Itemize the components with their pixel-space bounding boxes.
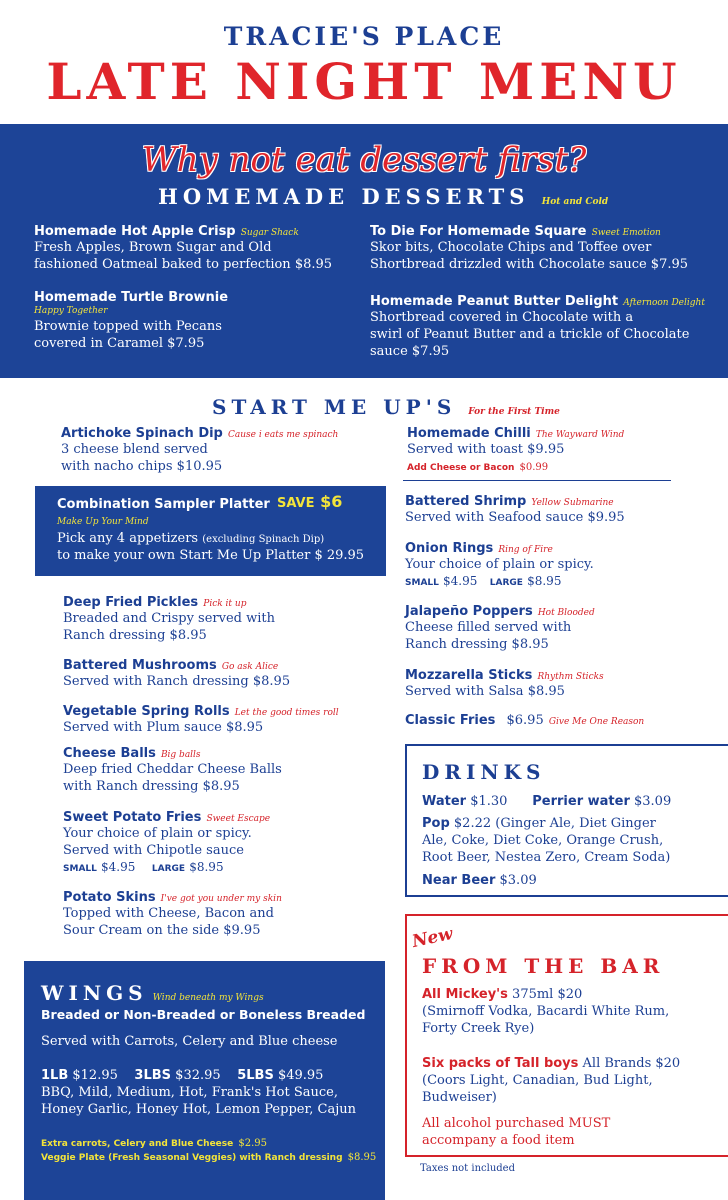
starter-tag: Give Me One Reason xyxy=(548,717,645,727)
starter-name: Homemade Chilli xyxy=(407,426,531,441)
starter-tag: The Wayward Wind xyxy=(535,430,625,440)
wings-extra2 xyxy=(41,1145,376,1164)
starter-name: Classic Fries xyxy=(405,713,496,728)
addon-label: Add Cheese or Bacon xyxy=(407,463,515,473)
dessert-desc-line1: Shortbread covered in Chocolate with a xyxy=(370,310,634,325)
starter-desc-line1: Your choice of plain or spicy. xyxy=(405,557,594,572)
bar-heading: FROM THE BAR xyxy=(422,954,665,978)
menu-title: LATE NIGHT MENU xyxy=(46,52,682,111)
starter-name: Battered Shrimp xyxy=(405,494,527,509)
save-amount: $6 xyxy=(320,492,343,511)
sampler-desc-line2: to make your own Start Me Up Platter $ 29.95 xyxy=(57,548,365,563)
starter-item-sweet-potato-fries xyxy=(63,806,270,878)
starter-desc-line1: Served with Plum sauce $8.95 xyxy=(63,720,264,735)
dessert-desc-line1: Skor bits, Chocolate Chips and Toffee over xyxy=(370,240,652,255)
wings-size3-price: $49.95 xyxy=(277,1068,324,1083)
starter-desc-line2: Ranch dressing $8.95 xyxy=(63,628,207,643)
wings-flavors-line1: BBQ, Mild, Medium, Hot, Frank's Hot Sauce, xyxy=(41,1085,338,1100)
dessert-name: To Die For Homemade Square xyxy=(370,224,587,239)
size-large-label: LARGE xyxy=(151,864,186,874)
dessert-tag: Afternoon Delight xyxy=(623,298,705,308)
dessert-item-turtle-brownie xyxy=(34,290,228,352)
starter-price: $6.95 xyxy=(506,713,544,728)
starter-item-chilli xyxy=(407,422,624,475)
starter-desc-line1: Deep fried Cheddar Cheese Balls xyxy=(63,762,282,777)
size-small-label: SMALL xyxy=(63,864,97,874)
starter-addon xyxy=(407,458,624,475)
beer-price: $3.09 xyxy=(499,873,537,888)
extra1-label: Extra carrots, Celery and Blue Cheese xyxy=(41,1139,234,1149)
wings-flavors-line2: Honey Garlic, Honey Hot, Lemon Pepper, Cajun xyxy=(41,1102,356,1117)
starter-item-fried-pickles xyxy=(63,591,275,644)
extra2-label: Veggie Plate (Fresh Seasonal Veggies) with Ranch dressing xyxy=(41,1153,343,1163)
wings-size1-price: $12.95 xyxy=(72,1068,118,1083)
starter-desc-line2: Served with Chipotle sauce xyxy=(63,843,244,858)
wings-heading-text: WINGS xyxy=(41,981,148,1005)
beer-label: Near Beer xyxy=(422,873,496,888)
mickeys-desc3: Forty Creek Rye) xyxy=(422,1021,535,1036)
wings-size2-price: $32.95 xyxy=(175,1068,221,1083)
starter-desc-line2: Sour Cream on the side $9.95 xyxy=(63,923,261,938)
starter-item-jalapeno-poppers xyxy=(405,600,595,653)
starter-desc-line2: with Ranch dressing $8.95 xyxy=(63,779,240,794)
chilli-divider xyxy=(403,480,671,481)
starter-name: Jalapeño Poppers xyxy=(405,604,533,619)
dessert-desc-line3: sauce $7.95 xyxy=(370,344,450,359)
wings-sizes xyxy=(41,1067,323,1084)
starter-tag: Go ask Alice xyxy=(221,662,279,672)
dessert-desc-line1: Brownie topped with Pecans xyxy=(34,319,222,334)
starter-desc-line1: Topped with Cheese, Bacon and xyxy=(63,906,274,921)
bar-tallboys xyxy=(422,1055,680,1106)
starter-desc-line1: Breaded and Crispy served with xyxy=(63,611,275,626)
starter-item-battered-shrimp xyxy=(405,490,625,526)
starter-name: Sweet Potato Fries xyxy=(63,810,202,825)
drinks-pop xyxy=(422,815,670,866)
pop-line1: $2.22 (Ginger Ale, Diet Ginger xyxy=(453,816,656,831)
starter-sizes xyxy=(405,573,594,592)
pop-line2: Ale, Coke, Diet Coke, Orange Crush, xyxy=(422,833,664,848)
starter-tag: Hot Blooded xyxy=(537,608,595,618)
wings-size3-label: 5LBS xyxy=(237,1068,274,1083)
restaurant-name: TRACIE'S PLACE xyxy=(223,22,505,51)
dessert-item-peanut-butter-delight xyxy=(370,290,705,360)
drinks-heading: DRINKS xyxy=(422,760,546,784)
wings-size2-label: 3LBS xyxy=(134,1068,172,1083)
starter-desc-line1: Served with Salsa $8.95 xyxy=(405,684,565,699)
starter-tag: Ring of Fire xyxy=(498,545,553,555)
desserts-tagline: Why not eat dessert first? xyxy=(141,140,587,180)
starter-desc-line2: Ranch dressing $8.95 xyxy=(405,637,549,652)
addon-price: $0.99 xyxy=(519,462,549,473)
starter-name: Vegetable Spring Rolls xyxy=(63,704,230,719)
sampler-line1-text: Pick any 4 appetizers xyxy=(57,531,199,546)
starter-name: Cheese Balls xyxy=(63,746,156,761)
desserts-heading-text: HOMEMADE DESSERTS xyxy=(158,184,530,209)
tallboys-desc1: All Brands $20 xyxy=(582,1056,681,1071)
sampler-line1-note: (excluding Spinach Dip) xyxy=(202,534,325,545)
pop-label: Pop xyxy=(422,816,450,831)
starter-name: Deep Fried Pickles xyxy=(63,595,199,610)
taxes-note: Taxes not included xyxy=(420,1163,515,1174)
dessert-name: Homemade Hot Apple Crisp xyxy=(34,224,236,239)
drinks-beer-row xyxy=(422,872,537,889)
size-large-price: $8.95 xyxy=(527,574,562,588)
starter-tag: Sweet Escape xyxy=(206,814,271,824)
starter-name: Mozzarella Sticks xyxy=(405,668,533,683)
notice-line2: accompany a food item xyxy=(422,1133,575,1148)
starter-item-artichoke-dip xyxy=(61,422,338,475)
starters-heading xyxy=(212,395,560,419)
starter-desc-line1: Served with Ranch dressing $8.95 xyxy=(63,674,291,689)
sampler-name: Combination Sampler Platter xyxy=(57,497,270,512)
size-large-label: LARGE xyxy=(489,578,523,588)
wings-line2: Served with Carrots, Celery and Blue cheese xyxy=(41,1034,338,1049)
dessert-item-apple-crisp xyxy=(34,220,332,273)
starter-tag: Yellow Submarine xyxy=(531,498,614,508)
drinks-box xyxy=(405,744,728,897)
starter-item-potato-skins xyxy=(63,886,282,939)
perrier-label: Perrier water xyxy=(532,794,630,809)
water-label: Water xyxy=(422,794,467,809)
desserts-heading-tag: Hot and Cold xyxy=(541,197,609,207)
dessert-tag: Sweet Emotion xyxy=(591,228,661,238)
wings-heading-tag: Wind beneath my Wings xyxy=(152,993,264,1003)
bar-box xyxy=(405,914,728,1157)
sampler-tag: Make Up Your Mind xyxy=(57,517,149,527)
dessert-tag: Sugar Shack xyxy=(240,228,299,238)
perrier-price: $3.09 xyxy=(634,794,672,809)
dessert-item-homemade-square xyxy=(370,220,688,273)
starter-desc-line1: Your choice of plain or spicy. xyxy=(63,826,252,841)
starter-name: Artichoke Spinach Dip xyxy=(61,426,223,441)
water-price: $1.30 xyxy=(470,794,508,809)
sampler-box xyxy=(35,486,386,576)
save-label: SAVE xyxy=(277,496,315,511)
starter-sizes xyxy=(63,859,270,878)
bar-mickeys xyxy=(422,986,669,1037)
sampler-desc-line1 xyxy=(57,530,324,548)
extra2-price: $8.95 xyxy=(347,1152,377,1163)
bar-notice xyxy=(422,1115,610,1149)
starter-tag: Cause i eats me spinach xyxy=(227,430,339,440)
dessert-tag: Happy Together xyxy=(34,306,108,316)
bar-new-label: New xyxy=(410,923,455,953)
size-small-label: SMALL xyxy=(405,578,439,588)
wings-line1: Breaded or Non-Breaded or Boneless Breaded xyxy=(41,1007,366,1022)
desserts-heading xyxy=(158,184,608,209)
desserts-panel xyxy=(0,124,728,378)
starter-name: Onion Rings xyxy=(405,541,494,556)
starter-tag: I've got you under my skin xyxy=(160,894,282,904)
drinks-water-row xyxy=(422,793,671,810)
starters-heading-tag: For the First Time xyxy=(468,407,560,417)
mickeys-desc1: 375ml $20 xyxy=(512,987,583,1002)
starter-name: Potato Skins xyxy=(63,890,156,905)
size-small-price: $4.95 xyxy=(101,860,136,874)
dessert-name: Homemade Peanut Butter Delight xyxy=(370,294,619,309)
dessert-name: Homemade Turtle Brownie xyxy=(34,290,229,305)
mickeys-desc2: (Smirnoff Vodka, Bacardi White Rum, xyxy=(422,1004,670,1019)
starter-name: Battered Mushrooms xyxy=(63,658,217,673)
sampler-save xyxy=(277,492,342,511)
starter-item-spring-rolls xyxy=(63,700,339,736)
starter-desc-line2: with nacho chips $10.95 xyxy=(61,459,223,474)
dessert-desc-line2: covered in Caramel $7.95 xyxy=(34,336,205,351)
dessert-desc-line2: fashioned Oatmeal baked to perfection $8.95 xyxy=(34,257,333,272)
mickeys-label: All Mickey's xyxy=(422,987,508,1002)
dessert-desc-line1: Fresh Apples, Brown Sugar and Old xyxy=(34,240,272,255)
starter-item-mozzarella-sticks xyxy=(405,664,604,700)
starter-tag: Big balls xyxy=(160,750,201,760)
starter-tag: Pick it up xyxy=(203,599,247,609)
starter-desc-line1: 3 cheese blend served xyxy=(61,442,208,457)
tallboys-label: Six packs of Tall boys xyxy=(422,1056,579,1071)
starter-item-onion-rings xyxy=(405,537,594,592)
starter-item-battered-mushrooms xyxy=(63,654,290,690)
starter-desc-line1: Cheese filled served with xyxy=(405,620,572,635)
starter-desc-line1: Served with toast $9.95 xyxy=(407,442,565,457)
starter-tag: Rhythm Sticks xyxy=(537,672,604,682)
wings-size1-label: 1LB xyxy=(41,1068,69,1083)
wings-heading xyxy=(41,981,264,1005)
size-small-price: $4.95 xyxy=(443,574,478,588)
tallboys-desc2: (Coors Light, Canadian, Bud Light, xyxy=(422,1073,653,1088)
notice-line1: All alcohol purchased MUST xyxy=(422,1116,611,1131)
tallboys-desc3: Budweiser) xyxy=(422,1090,497,1105)
starter-desc-line1: Served with Seafood sauce $9.95 xyxy=(405,510,625,525)
dessert-desc-line2: swirl of Peanut Butter and a trickle of Chocolate xyxy=(370,327,690,342)
extra1-price: $2.95 xyxy=(238,1138,267,1149)
starter-item-cheese-balls xyxy=(63,742,282,795)
pop-line3: Root Beer, Nestea Zero, Cream Soda) xyxy=(422,850,671,865)
size-large-price: $8.95 xyxy=(189,860,224,874)
starter-tag: Let the good times roll xyxy=(234,708,339,718)
starter-item-classic-fries xyxy=(405,709,644,729)
dessert-desc-line2: Shortbread drizzled with Chocolate sauce $7.95 xyxy=(370,257,689,272)
wings-panel xyxy=(24,961,385,1200)
starters-heading-text: START ME UP'S xyxy=(212,395,457,419)
